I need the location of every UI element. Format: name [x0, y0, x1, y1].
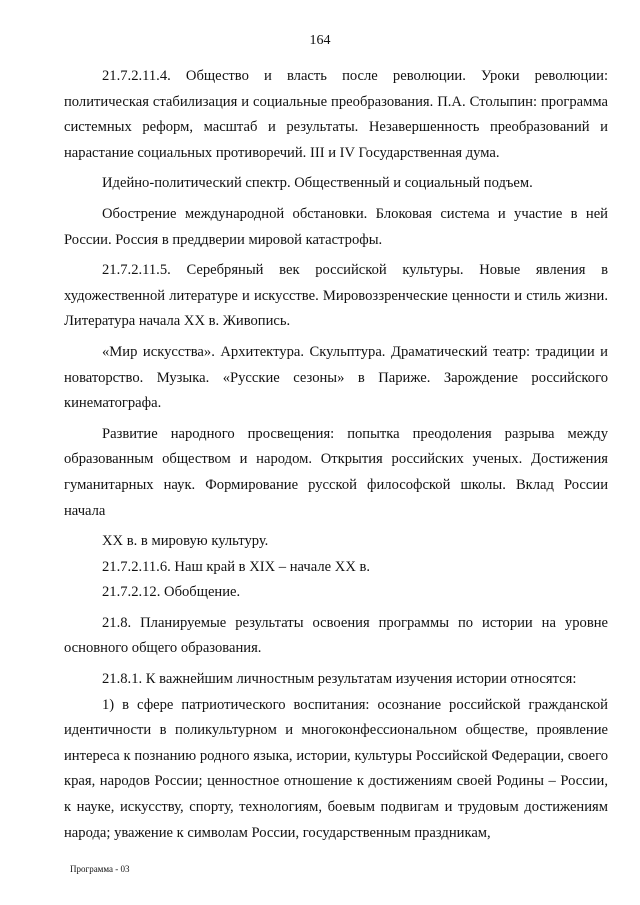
page-number: 164 [309, 33, 331, 48]
paragraph-personal-results: 21.8.1. К важнейшим личностным результатам изучения истории относятся: [102, 671, 577, 688]
paragraph-political-spectrum: Идейно-политический спектр. Общественный и социальный подъем. [102, 175, 533, 192]
document-body [64, 64, 608, 846]
paragraph-our-region: 21.7.2.11.6. Наш край в XIX – начале XX в. [102, 558, 371, 575]
paragraph-international-situation: Обострение международной обстановки. Блоковая система и участие в ней России. Россия в преддверии мировой катастрофы. [64, 205, 608, 248]
paragraph-silver-age: 21.7.2.11.5. Серебряный век российской культуры. Новые явления в художественной литературе и искусстве. Мировоззренческие ценности и стиль жизни. Литература начала XX в. Живопись. [64, 262, 608, 330]
footer-label: Программа - 03 [70, 864, 130, 874]
paragraph-planned-results: 21.8. Планируемые результаты освоения программы по истории на уровне основного общего образования. [64, 614, 608, 657]
paragraph-education: Развитие народного просвещения: попытка преодоления разрыва между образованным обществом и народом. Открытия российских ученых. Достижения гуманитарных наук. Формирование русской философской школы. Вклад России начала [64, 425, 608, 519]
paragraph-world-culture: XX в. в мировую культуру. [102, 533, 269, 550]
paragraph-society-and-power: 21.7.2.11.4. Общество и власть после революции. Уроки революции: политическая стабилизация и социальные преобразования. П.А. Столыпин: программа системных реформ, масштаб и результаты. Незавершенность преобразований и нарастание социальных противоречий. III и IV Государственная дума. [64, 68, 608, 161]
paragraph-world-of-art: «Мир искусства». Архитектура. Скульптура. Драматический театр: традиции и новаторство. Музыка. «Русские сезоны» в Париже. Зарождение российского кинематографа. [64, 343, 608, 412]
paragraph-patriotic-education: 1) в сфере патриотического воспитания: осознание российской гражданской идентичности в поликультурном и многоконфессиональном обществе, проявление интереса к познанию родного языка, истории, культуры Российской Федерации, своего края, народов России; ценностное отношение к достижениям своей Родины – России, к науке, искусству, спорту, технологиям, боевым подвигам и трудовым достижениям народа; уважение к символам России, государственным праздникам, [64, 696, 608, 841]
paragraph-generalization: 21.7.2.12. Обобщение. [102, 584, 241, 601]
